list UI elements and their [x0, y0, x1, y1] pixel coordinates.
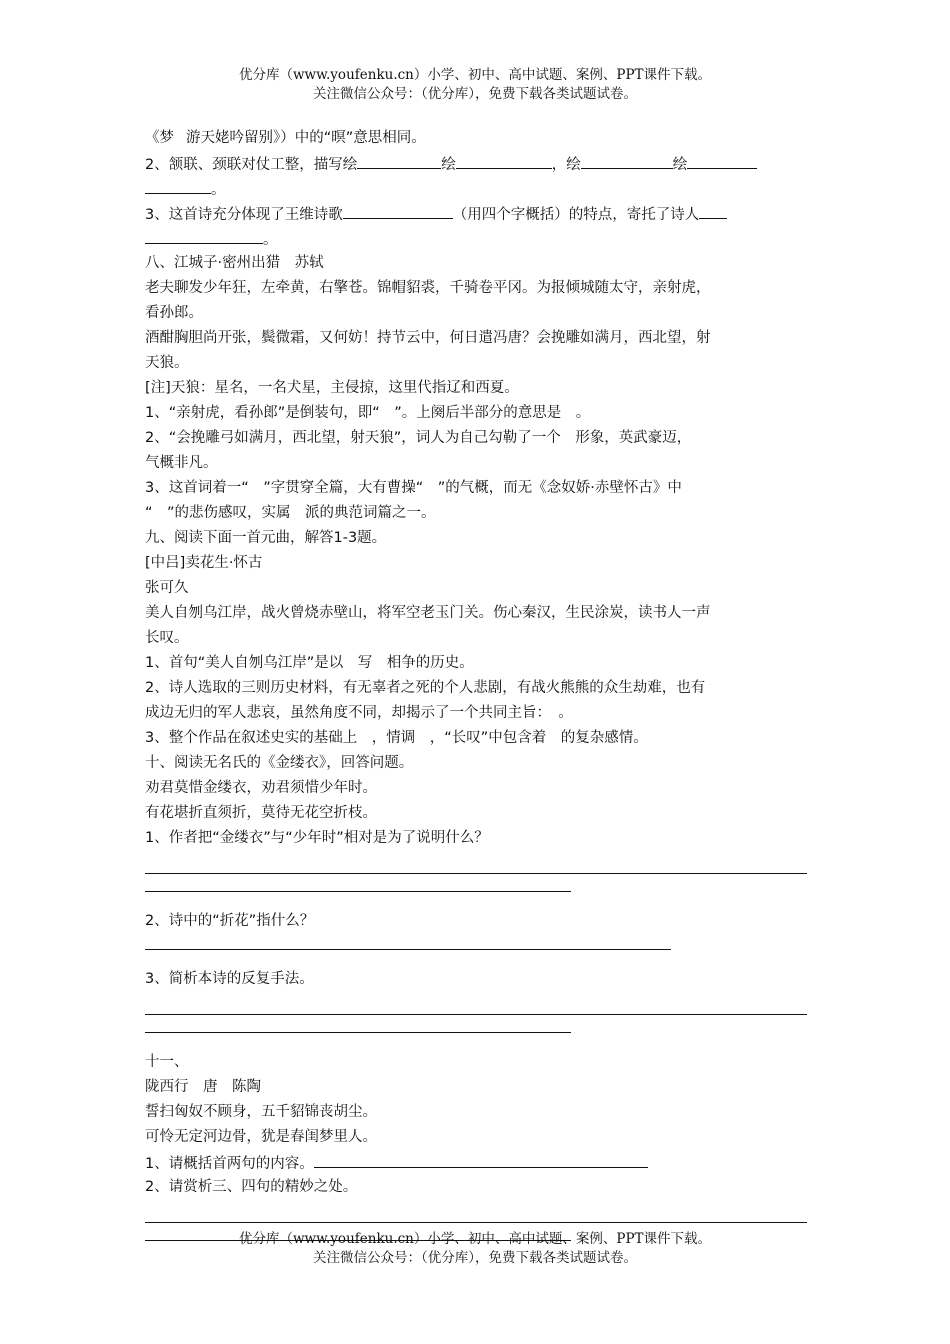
s11-poem-line-2: 可怜无定河边骨，犹是春闺梦里人。	[145, 1129, 377, 1145]
s10-title: 十、阅读无名氏的《金缕衣》，回答问题。	[145, 755, 414, 771]
s9-question-2: 2、诗人选取的三则历史材料，有无辜者之死的个人悲剧，有战火熊熊的众生劫难，也有	[145, 680, 706, 696]
footer-line-1: 优分库（www.youfenku.cn）小学、初中、高中试题、案例、PPT课件下载。	[238, 1231, 712, 1247]
s8-poem-line-1b: 看孙郎。	[145, 305, 203, 321]
s10-poem-line-1: 劝君莫惜金缕衣，劝君须惜少年时。	[145, 780, 377, 796]
answer-line-row	[145, 1017, 807, 1042]
header-line-1: 优分库（www.youfenku.cn）小学、初中、高中试题、案例、PPT课件下载。	[238, 67, 712, 83]
s10-question-3: 3、简析本诗的反复手法。	[145, 971, 314, 987]
answer-blank[interactable]	[343, 201, 453, 219]
s7-line-1: 《梦 游天姥吟留别》）中的“暝”意思相同。	[145, 130, 426, 146]
answer-blank[interactable]	[687, 151, 757, 169]
s10-question-2: 2、诗中的“折花”指什么？	[145, 913, 315, 929]
answer-blank[interactable]	[581, 151, 673, 169]
s8-question-3b: “ ”的悲伤感叹，实属 派的典范词篇之一。	[145, 505, 436, 521]
answer-line[interactable]	[145, 877, 571, 892]
s9-question-3: 3、整个作品在叙述史实的基础上 ，情调 ，“长叹”中包含着 的复杂感情。	[145, 730, 648, 746]
s10-poem-line-2: 有花堪折直须折，莫待无花空折枝。	[145, 805, 377, 821]
s9-poem-line-1: 美人自刎乌江岸，战火曾烧赤壁山，将军空老玉门关。伤心秦汉，生民涂炭，读书人一声	[145, 605, 711, 621]
answer-blank[interactable]	[145, 226, 263, 244]
answer-line-row	[145, 876, 807, 901]
s11-poem-line-1: 誓扫匈奴不顾身，五千貂锦丧胡尘。	[145, 1104, 377, 1120]
s11-question-2: 2、请赏析三、四句的精妙之处。	[145, 1179, 358, 1195]
s9-author: 张可久	[145, 580, 189, 596]
s8-question-3: 3、这首词着一“ ”字贯穿全篇，大有曹操“ ”的气概，而无《念奴娇·赤壁怀古》中	[145, 480, 682, 496]
s8-question-2: 2、“会挽雕弓如满月，西北望，射天狼”，词人为自己勾勒了一个 形象，英武豪迈，	[145, 430, 692, 446]
page-header	[0, 66, 950, 104]
answer-line[interactable]	[145, 992, 807, 1015]
s8-title: 八、江城子·密州出猎 苏轼	[145, 255, 324, 271]
s8-poem-line-2b: 天狼。	[145, 355, 189, 371]
answer-line-row	[145, 992, 807, 1017]
page-footer	[0, 1230, 950, 1268]
s8-poem-line-1: 老夫聊发少年狂，左牵黄，右擎苍。锦帽貂裘，千骑卷平冈。为报倾城随太守，亲射虎，	[145, 280, 711, 296]
s11-question-1: 1、请概括首两句的内容。	[145, 1150, 807, 1175]
answer-blank[interactable]	[699, 201, 727, 219]
s9-subtitle: [中吕]卖花生·怀古	[145, 555, 263, 571]
s7-question-3-cont: 。	[145, 226, 807, 251]
s7-question-2: 2、颔联、颈联对仗工整，描写绘 绘 ，绘 绘	[145, 151, 807, 176]
answer-line[interactable]	[145, 1018, 571, 1033]
answer-line[interactable]	[145, 851, 807, 874]
footer-line-2: 关注微信公众号：（优分库），免费下载各类试题试卷。	[313, 1250, 637, 1266]
worksheet-content	[145, 126, 807, 1250]
header-line-2: 关注微信公众号：（优分库），免费下载各类试题试卷。	[313, 86, 637, 102]
answer-line[interactable]	[145, 1200, 807, 1223]
answer-line-row	[145, 1200, 807, 1225]
answer-line[interactable]	[145, 935, 671, 950]
s10-question-1: 1、作者把“金缕衣”与“少年时”相对是为了说明什么？	[145, 830, 489, 846]
s9-poem-line-1b: 长叹。	[145, 630, 189, 646]
answer-blank[interactable]	[357, 151, 441, 169]
s8-question-2b: 气概非凡。	[145, 455, 218, 471]
s8-poem-line-2: 酒酣胸胆尚开张，鬓微霜，又何妨！持节云中，何日遣冯唐？会挽雕如满月，西北望，射	[145, 330, 711, 346]
s7-question-2-cont: 。	[145, 176, 807, 201]
answer-blank[interactable]	[145, 176, 211, 194]
answer-line-row	[145, 851, 807, 876]
s9-question-2b: 成边无归的军人悲哀，虽然角度不同，却揭示了一个共同主旨： 。	[145, 705, 573, 721]
answer-blank[interactable]	[456, 151, 552, 169]
s8-note: [注]天狼：星名，一名犬星，主侵掠，这里代指辽和西夏。	[145, 380, 519, 396]
s7-question-3: 3、这首诗充分体现了王维诗歌 （用四个字概括）的特点，寄托了诗人	[145, 201, 807, 226]
s11-title: 十一、	[145, 1054, 189, 1070]
answer-line-row	[145, 934, 807, 959]
answer-blank[interactable]	[314, 1150, 648, 1168]
s11-poem-title: 陇西行 唐 陈陶	[145, 1079, 261, 1095]
s9-title: 九、阅读下面一首元曲，解答1-3题。	[145, 530, 387, 546]
s9-question-1: 1、首句“美人自刎乌江岸”是以 写 相争的历史。	[145, 655, 474, 671]
s8-question-1: 1、“亲射虎，看孙郎”是倒装句，即“ ”。上阕后半部分的意思是 。	[145, 405, 591, 421]
